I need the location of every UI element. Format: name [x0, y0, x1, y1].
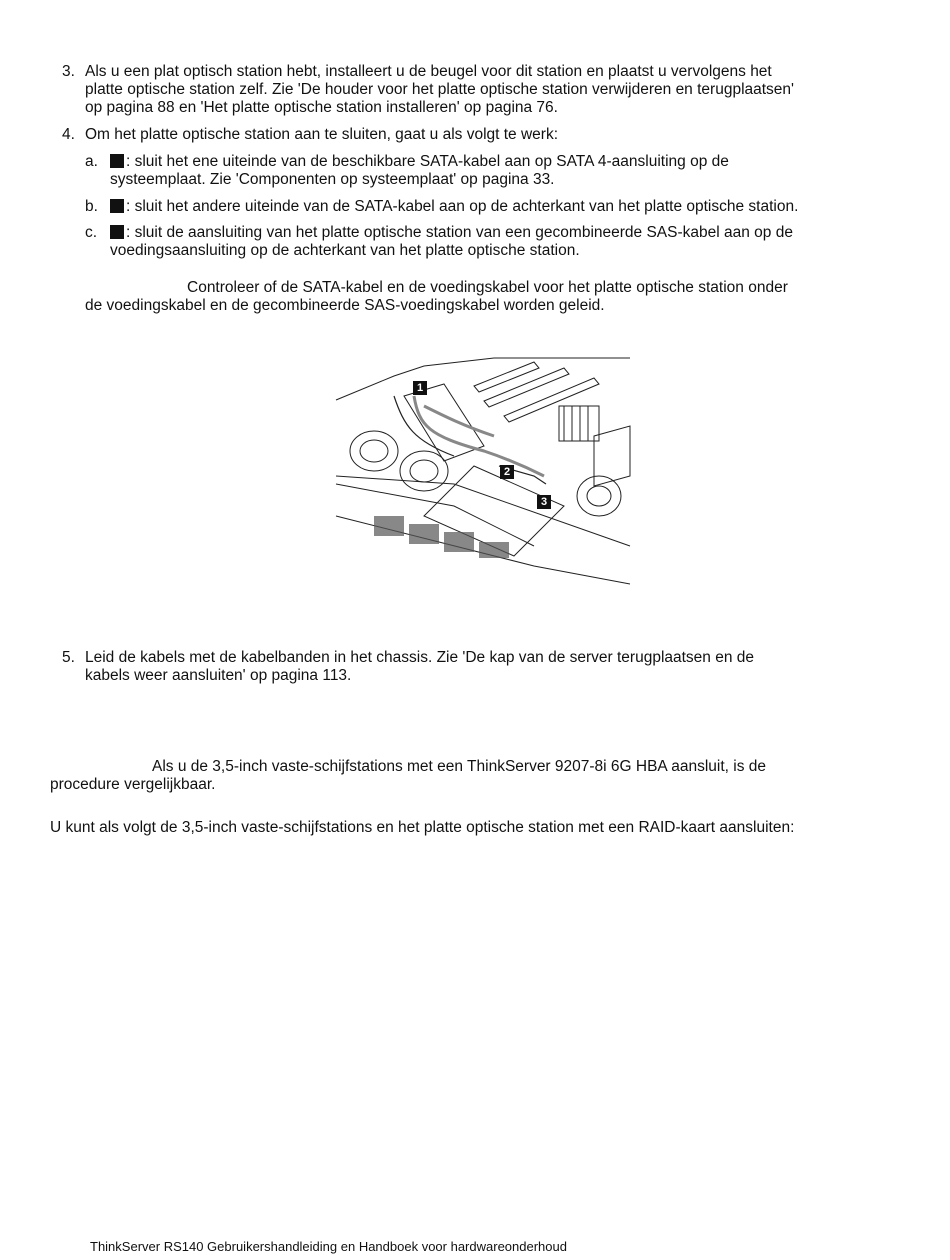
hba-note-line-1: Als u de 3,5-inch vaste-schijfstations met een ThinkServer 9207-8i 6G HBA aansluit, is de	[152, 758, 766, 775]
figure-callout-3: 3	[537, 495, 551, 509]
step-4-note-line-1: Controleer of de SATA-kabel en de voedingskabel voor het platte optische station onder	[187, 279, 788, 296]
raid-intro-paragraph: U kunt als volgt de 3,5-inch vaste-schijfstations en het platte optische station met een RAID-kaart aansluiten:	[50, 819, 795, 836]
substep-a-line-2: systeemplaat. Zie 'Componenten op systeemplaat' op pagina 33.	[110, 171, 555, 188]
hba-note-line-2: procedure vergelijkbaar.	[50, 776, 216, 793]
substep-c-line-2: voedingsaansluiting op de achterkant van het platte optische station.	[110, 242, 580, 259]
step-5-line-1: Leid de kabels met de kabelbanden in het chassis. Zie 'De kap van de server terugplaatsen en de	[85, 649, 755, 666]
step-5-line-2: kabels weer aansluiten' op pagina 113.	[85, 667, 352, 684]
step-4-note-line-2: de voedingskabel en de gecombineerde SAS-voedingskabel worden geleid.	[85, 297, 605, 314]
callout-2-badge	[110, 199, 124, 213]
callout-3-badge	[110, 225, 124, 239]
step-3-line-1: Als u een plat optisch station hebt, installeert u de beugel voor dit station en plaatst u vervolgens het	[85, 63, 772, 80]
callout-1-badge	[110, 154, 124, 168]
step-3-number: 3.	[62, 63, 75, 80]
substep-b-letter: b.	[85, 198, 98, 215]
substep-a-line-1: : sluit het ene uiteinde van de beschikbare SATA-kabel aan op SATA 4-aansluiting op de	[110, 153, 729, 171]
substep-b-line-1: : sluit het andere uiteinde van de SATA-kabel aan op de achterkant van het platte optische station.	[110, 198, 798, 216]
step-3-line-2: platte optische station zelf. Zie 'De houder voor het platte optische station verwijderen en terugplaatsen'	[85, 81, 795, 98]
step-4-number: 4.	[62, 126, 75, 143]
cable-routing-figure	[334, 356, 632, 585]
step-5-number: 5.	[62, 649, 75, 666]
server-chassis-illustration	[334, 356, 632, 585]
figure-callout-2: 2	[500, 465, 514, 479]
step-4-line-1: Om het platte optische station aan te sluiten, gaat u als volgt te werk:	[85, 126, 559, 143]
page-footer: ThinkServer RS140 Gebruikershandleiding en Handboek voor hardwareonderhoud	[90, 1239, 567, 1254]
figure-callout-1: 1	[413, 381, 427, 395]
substep-a-letter: a.	[85, 153, 98, 170]
substep-c-letter: c.	[85, 224, 98, 241]
step-3-line-3: op pagina 88 en 'Het platte optische station installeren' op pagina 76.	[85, 99, 558, 116]
substep-c-line-1: : sluit de aansluiting van het platte optische station van een gecombineerde SAS-kabel aan op de	[110, 224, 793, 242]
